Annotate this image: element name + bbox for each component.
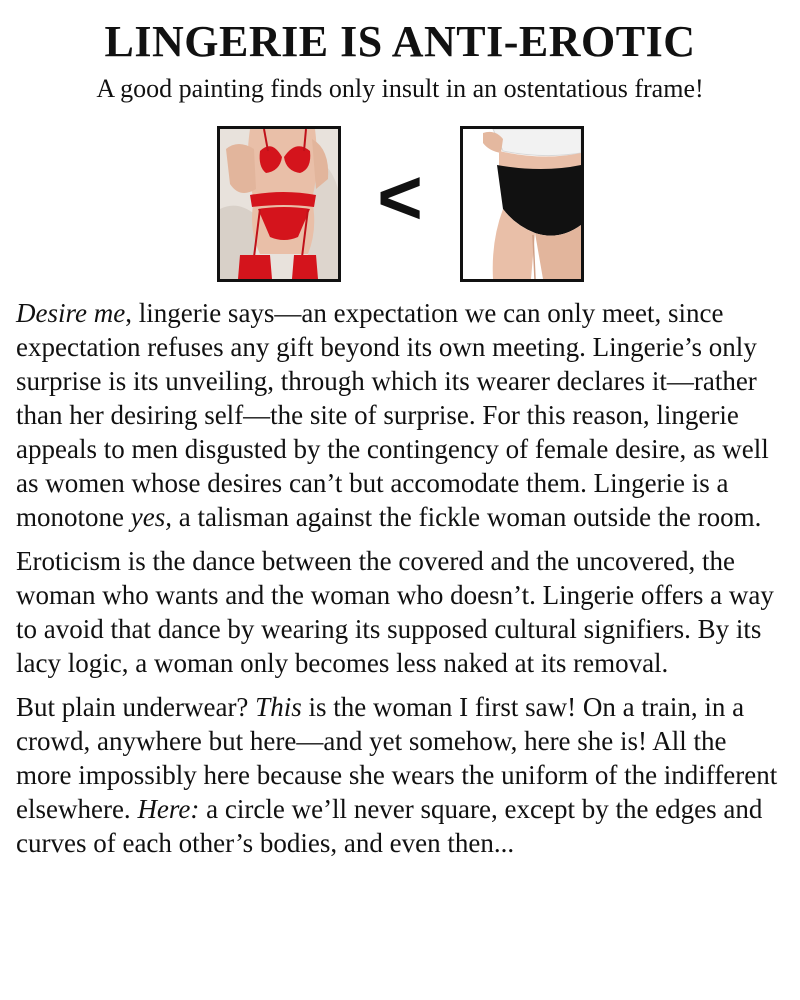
italic-here: Here: (137, 794, 200, 824)
paragraph-text: Eroticism is the dance between the covered and the uncovered, the woman who wants and the woman who doesn’t. Lingerie offers a way to avoid that dance by wearing its supposed cultural signifiers. By its lacy logic, a woman only becomes less naked at its removal. (16, 546, 774, 678)
page-subtitle: A good painting finds only insult in an ostentatious frame! (96, 74, 704, 103)
italic-this: This (255, 692, 302, 722)
comparison-symbol: < (377, 153, 423, 241)
paragraph-text: is the woman I first saw! On a train, in a crowd, anywhere but here—and yet somehow, here she is! All the more impossibly here because she wears the uniform of the indifferent elsewhere. (16, 692, 778, 824)
paragraph-text: But plain underwear? (16, 692, 256, 722)
paragraph-lingerie (16, 296, 786, 534)
paragraph-eroticism (16, 544, 786, 680)
essay-body (16, 296, 786, 870)
italic-yes: yes, (130, 502, 172, 532)
page-title: LINGERIE IS ANTI-EROTIC (104, 17, 696, 66)
italic-desire-me: Desire me (16, 298, 126, 328)
lingerie-illustration (220, 129, 338, 279)
paragraph-text: a talisman against the fickle woman outside the room. (171, 502, 762, 532)
paragraph-text: , lingerie says—an expectation we can only meet, since expectation refuses any gift beyond its own meeting. Lingerie’s only surprise is its unveiling, through which its wearer declares it—rather than her desiring self—the site of surprise. For this reason, lingerie appeals to men disgusted by the contingency of female desire, as well as women whose desires can’t but accomodate them. Lingerie is a monotone (16, 298, 769, 532)
plain-underwear-photo (460, 126, 584, 282)
plain-underwear-illustration (463, 129, 581, 279)
comparison-figure (0, 126, 800, 286)
paragraph-text: a circle we’ll never square, except by the edges and curves of each other’s bodies, and even then... (16, 794, 763, 858)
lingerie-photo (217, 126, 341, 282)
paragraph-plain-underwear (16, 690, 786, 860)
